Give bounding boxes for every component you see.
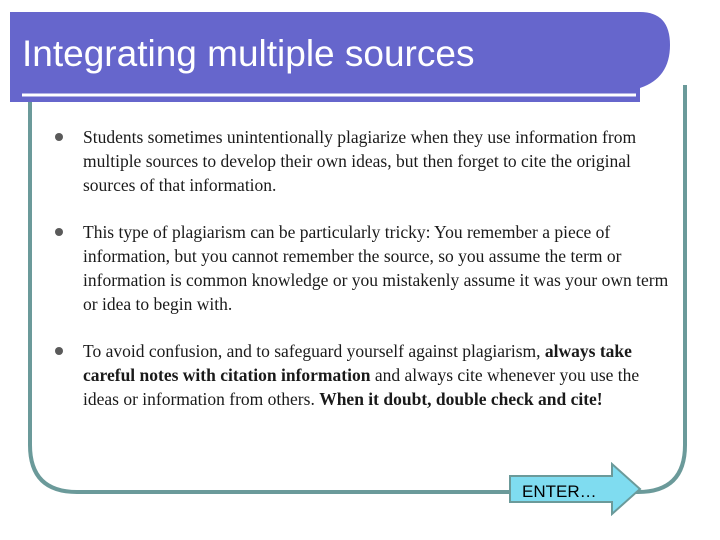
enter-button-label: ENTER…	[522, 482, 597, 501]
bullet-list	[50, 125, 670, 434]
text-segment-bold: always take careful notes with citation information	[83, 341, 632, 385]
slide-title: Integrating multiple sources	[22, 33, 475, 74]
bullet-item	[50, 220, 670, 316]
bullet-text	[83, 127, 636, 195]
bullet-item	[50, 339, 670, 411]
text-segment: To avoid confusion, and to safeguard yourself against plagiarism,	[83, 341, 545, 361]
text-segment: Students sometimes unintentionally plagiarize when they use information from multiple sources to develop their own ideas, but then forget to cite the original sources of that information.	[83, 127, 637, 195]
bullet-item	[50, 125, 670, 197]
bullet-text	[83, 222, 668, 314]
text-segment: This type of plagiarism can be particularly tricky: You remember a piece of information, but you cannot remember the source, so you assume the term or information is common knowledge or you mistakenly assume it was your own term or idea to begin with.	[83, 222, 669, 314]
bullet-dot-icon	[55, 133, 63, 141]
text-segment: and always cite whenever you use the ideas or information from others.	[83, 365, 640, 409]
text-segment-bold: When it doubt, double check and cite!	[319, 389, 603, 409]
enter-button[interactable]	[508, 462, 642, 516]
bullet-dot-icon	[55, 228, 63, 236]
bullet-dot-icon	[55, 347, 63, 355]
bullet-text	[83, 341, 639, 409]
